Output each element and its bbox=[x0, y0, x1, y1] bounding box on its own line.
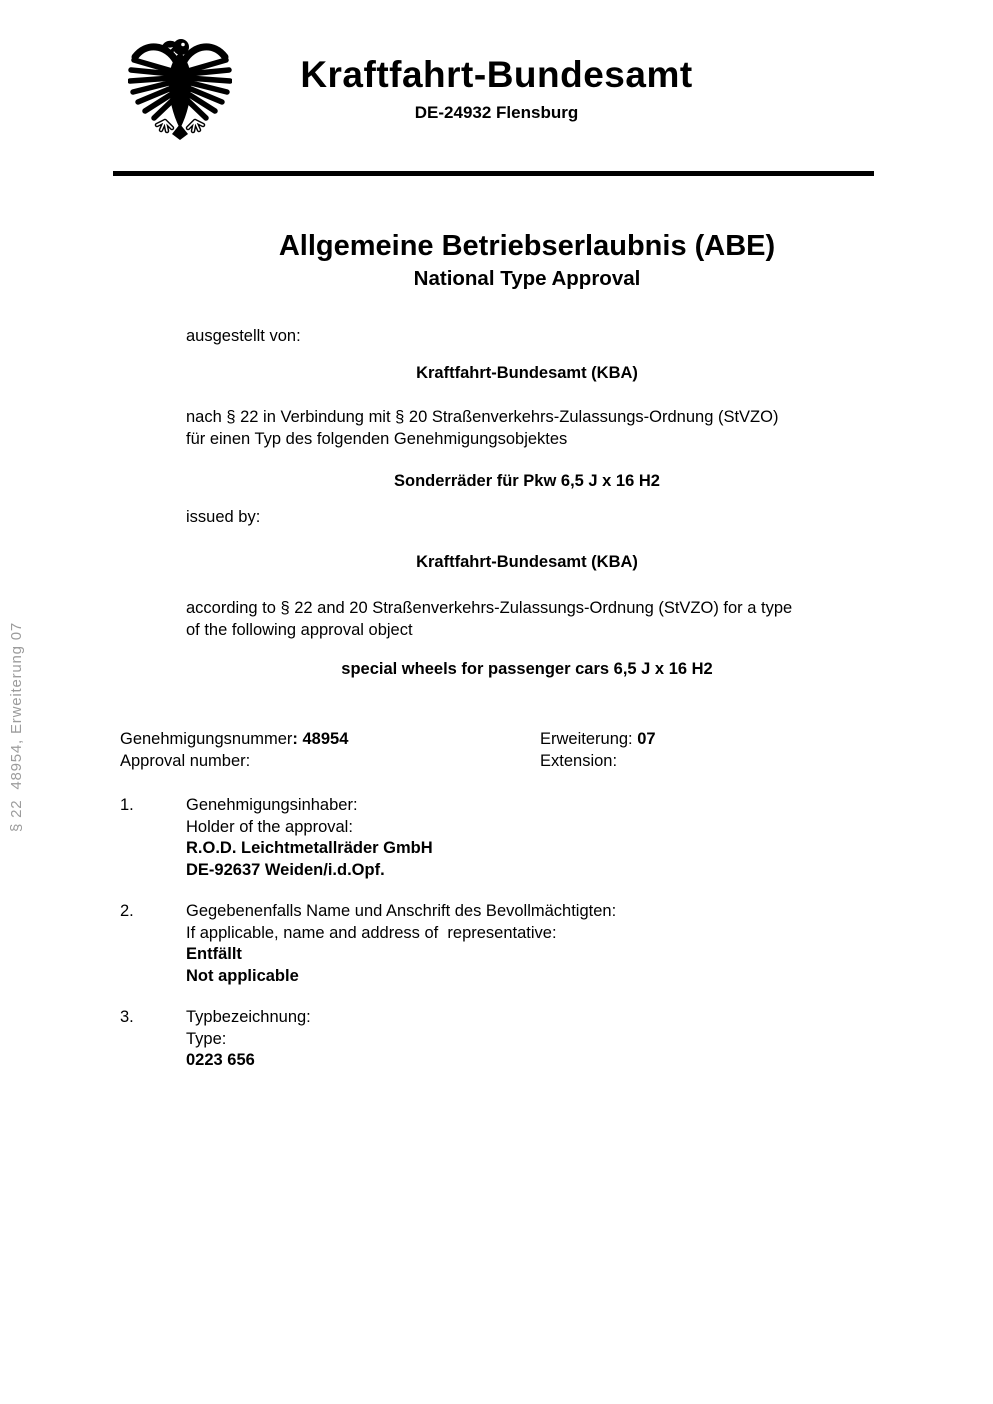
item-3-label-de: Typbezeichnung: bbox=[186, 1008, 311, 1026]
item-2-label-de: Gegebenenfalls Name und Anschrift des Bevollmächtigten: bbox=[186, 902, 617, 920]
item-2-representative bbox=[186, 901, 868, 987]
legal-basis-en-line1: according to § 22 and 20 Straßenverkehrs-Zulassungs-Ordnung (StVZO) for a type bbox=[186, 599, 793, 617]
edge-watermark-text: § 22 48954, Erweiterung 07 bbox=[8, 621, 25, 832]
issued-by-en-label: issued by: bbox=[186, 508, 261, 526]
legal-basis-en bbox=[186, 598, 868, 641]
extension-line bbox=[540, 729, 840, 751]
issuing-authority-de: Kraftfahrt-Bundesamt (KBA) bbox=[416, 364, 638, 382]
legal-basis-de-line1: nach § 22 in Verbindung mit § 20 Straßenverkehrs-Zulassungs-Ordnung (StVZO) bbox=[186, 408, 779, 426]
agency-address: DE-24932 Flensburg bbox=[414, 103, 579, 122]
item-2-label-en: If applicable, name and address of representative: bbox=[186, 923, 557, 942]
item-1-label-en: Holder of the approval: bbox=[186, 817, 353, 836]
approval-number-label-de: Genehmigungsnummer bbox=[120, 730, 293, 748]
legal-basis-de bbox=[186, 407, 868, 450]
item-2-value-de: Entfällt bbox=[186, 945, 242, 963]
approval-object-de: Sonderräder für Pkw 6,5 J x 16 H2 bbox=[394, 472, 660, 490]
legal-basis-de-line2: für einen Typ des folgenden Genehmigungsobjektes bbox=[186, 429, 568, 448]
approval-number-block bbox=[120, 729, 530, 772]
item-1-value-city: DE-92637 Weiden/i.d.Opf. bbox=[186, 860, 385, 879]
header-divider-rule bbox=[113, 171, 874, 176]
item-3-number: 3. bbox=[120, 1008, 134, 1026]
item-1-holder-of-approval bbox=[186, 795, 868, 881]
item-3-label-en: Type: bbox=[186, 1029, 227, 1048]
approval-number-line bbox=[120, 729, 530, 751]
agency-name: Kraftfahrt-Bundesamt bbox=[300, 54, 693, 95]
issued-by-de-label: ausgestellt von: bbox=[186, 327, 301, 345]
extension-block bbox=[540, 729, 840, 772]
item-3-type-designation bbox=[186, 1007, 868, 1072]
item-1-label-de: Genehmigungsinhaber: bbox=[186, 796, 358, 814]
approval-number-value: : 48954 bbox=[292, 730, 349, 748]
document-title-block bbox=[186, 228, 868, 292]
item-2-number: 2. bbox=[120, 902, 134, 920]
item-2-value-en: Not applicable bbox=[186, 966, 299, 985]
extension-label-en: Extension: bbox=[540, 751, 618, 770]
extension-value: 07 bbox=[637, 730, 656, 748]
document-subtitle: National Type Approval bbox=[413, 267, 641, 290]
approval-object-en: special wheels for passenger cars 6,5 J x 16 H2 bbox=[341, 660, 713, 678]
legal-basis-en-line2: of the following approval object bbox=[186, 620, 413, 639]
item-3-value: 0223 656 bbox=[186, 1051, 255, 1069]
issuing-authority-en: Kraftfahrt-Bundesamt (KBA) bbox=[416, 553, 638, 571]
agency-header bbox=[0, 54, 993, 124]
extension-label-de: Erweiterung: bbox=[540, 730, 638, 748]
document-title: Allgemeine Betriebserlaubnis (ABE) bbox=[278, 230, 776, 262]
item-1-number: 1. bbox=[120, 796, 134, 814]
approval-number-label-en: Approval number: bbox=[120, 751, 251, 770]
item-1-value-company: R.O.D. Leichtmetallräder GmbH bbox=[186, 839, 433, 857]
